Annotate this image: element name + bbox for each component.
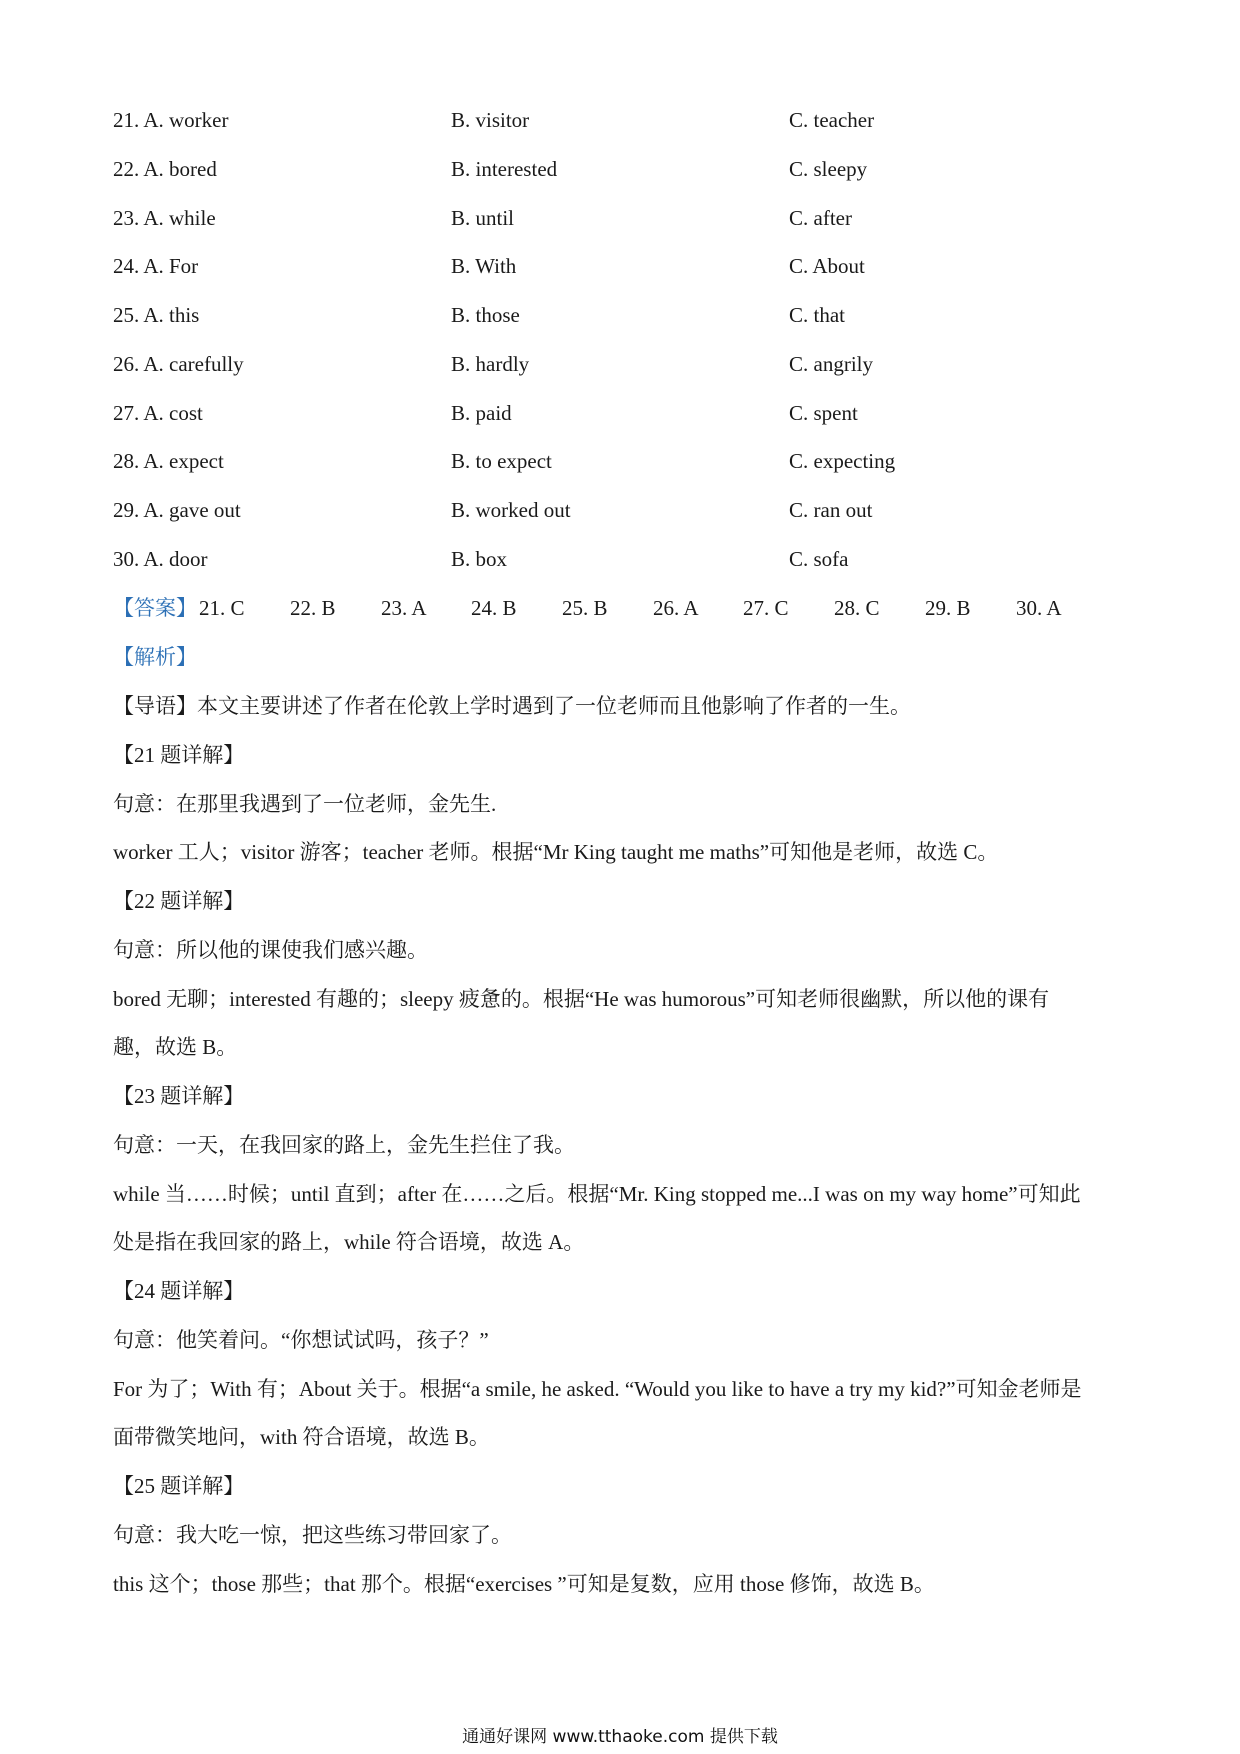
text-line: 句意：他笑着问。“你想试试吗，孩子？”	[113, 1328, 489, 1352]
option-row-23	[113, 198, 1133, 238]
option-c: C. About	[789, 254, 865, 278]
option-c: C. expecting	[789, 449, 896, 473]
text-line: 句意：一天，在我回家的路上，金先生拦住了我。	[113, 1133, 575, 1157]
option-a: 28. A. expect	[113, 449, 224, 473]
option-row-29	[113, 490, 1133, 530]
option-c: C. spent	[789, 401, 858, 425]
text-line: this 这个；those 那些；that 那个。根据“exercises ”可知是复数，应用 those 修饰，故选 B。	[113, 1572, 935, 1596]
section-heading-24: 【24 题详解】	[113, 1279, 245, 1303]
option-b: B. box	[451, 547, 508, 571]
option-b: B. With	[451, 254, 517, 278]
option-b: B. to expect	[451, 449, 552, 473]
text-line: For 为了；With 有；About 关于。根据“a smile, he asked. “Would you like to have a try my kid?”可知金老师是	[113, 1377, 1082, 1401]
option-row-21	[113, 100, 1133, 140]
section-heading-21: 【21 题详解】	[113, 743, 245, 767]
option-a: 24. A. For	[113, 254, 199, 278]
text-line: 句意：我大吃一惊，把这些练习带回家了。	[113, 1523, 512, 1547]
option-c: C. angrily	[789, 352, 873, 376]
analysis-heading: 【解析】	[113, 645, 197, 669]
option-b: B. paid	[451, 401, 512, 425]
option-a: 29. A. gave out	[113, 498, 241, 522]
intro-line: 【导语】本文主要讲述了作者在伦敦上学时遇到了一位老师而且他影响了作者的一生。	[113, 694, 911, 718]
option-row-24	[113, 246, 1133, 286]
option-a: 30. A. door	[113, 547, 208, 571]
answer-item: 25. B	[562, 596, 608, 620]
option-row-26	[113, 344, 1133, 384]
text-line: 句意：所以他的课使我们感兴趣。	[113, 938, 428, 962]
option-b: B. worked out	[451, 498, 571, 522]
section-heading-25: 【25 题详解】	[113, 1474, 245, 1498]
answer-item: 23. A	[381, 596, 427, 620]
text-line: 处是指在我回家的路上，while 符合语境，故选 A。	[113, 1230, 585, 1254]
option-c: C. teacher	[789, 108, 875, 132]
text-line: 趣，故选 B。	[113, 1035, 238, 1059]
option-a: 26. A. carefully	[113, 352, 244, 376]
page-footer: 通通好课网 www.tthaoke.com 提供下载	[462, 1727, 778, 1747]
answer-label: 【答案】	[113, 596, 197, 620]
option-c: C. that	[789, 303, 845, 327]
option-row-28	[113, 441, 1133, 481]
answer-item: 24. B	[471, 596, 517, 620]
text-line: bored 无聊；interested 有趣的；sleepy 疲惫的。根据“He was humorous”可知老师很幽默，所以他的课有	[113, 987, 1050, 1011]
option-b: B. visitor	[451, 108, 530, 132]
option-row-25	[113, 295, 1133, 335]
text-line: while 当……时候；until 直到；after 在……之后。根据“Mr. King stopped me...I was on my way home”可知此	[113, 1182, 1081, 1206]
option-b: B. hardly	[451, 352, 530, 376]
option-c: C. after	[789, 206, 852, 230]
answer-item: 27. C	[743, 596, 789, 620]
option-c: C. sofa	[789, 547, 849, 571]
answer-item: 28. C	[834, 596, 880, 620]
answer-row	[113, 588, 1133, 628]
option-a: 25. A. this	[113, 303, 200, 327]
answer-item: 26. A	[653, 596, 699, 620]
option-b: B. until	[451, 206, 515, 230]
option-row-27	[113, 393, 1133, 433]
answer-item: 30. A	[1016, 596, 1062, 620]
text-line: 句意：在那里我遇到了一位老师，金先生.	[113, 792, 497, 816]
answer-item: 29. B	[925, 596, 971, 620]
option-c: C. ran out	[789, 498, 873, 522]
option-b: B. interested	[451, 157, 558, 181]
option-row-30	[113, 539, 1133, 579]
section-heading-22: 【22 题详解】	[113, 889, 245, 913]
option-b: B. those	[451, 303, 520, 327]
section-heading-23: 【23 题详解】	[113, 1084, 245, 1108]
option-a: 21. A. worker	[113, 108, 229, 132]
option-row-22	[113, 149, 1133, 189]
option-a: 23. A. while	[113, 206, 216, 230]
answer-item: 21. C	[199, 596, 245, 620]
option-c: C. sleepy	[789, 157, 868, 181]
option-a: 27. A. cost	[113, 401, 203, 425]
option-a: 22. A. bored	[113, 157, 217, 181]
text-line: 面带微笑地问，with 符合语境，故选 B。	[113, 1425, 490, 1449]
text-line: worker 工人；visitor 游客；teacher 老师。根据“Mr King taught me maths”可知他是老师，故选 C。	[113, 840, 999, 864]
answer-item: 22. B	[290, 596, 336, 620]
